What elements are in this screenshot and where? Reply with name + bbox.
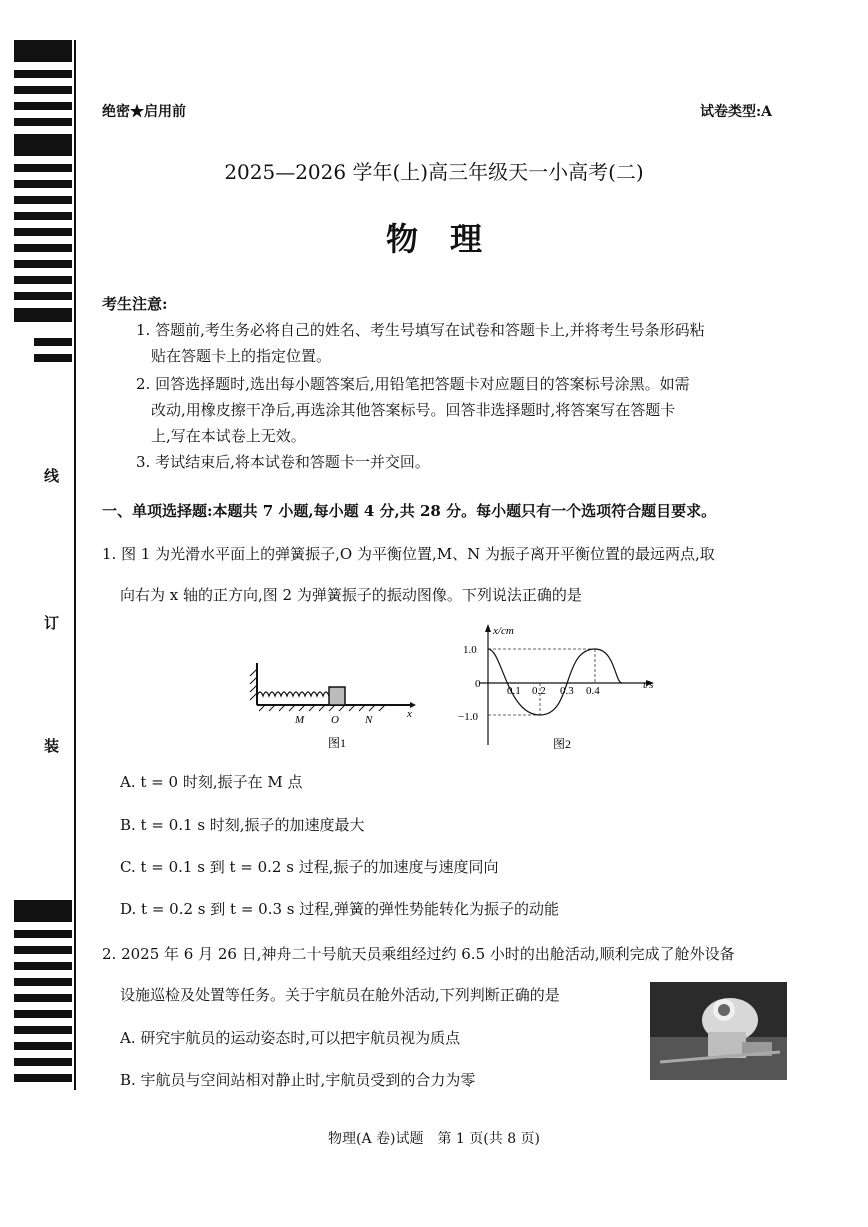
paper-type: 试卷类型:A (700, 104, 773, 120)
q2-option-a: A. 研究宇航员的运动姿态时,可以把宇航员视为质点 (120, 1029, 461, 1047)
notice-item-2-line-2: 改动,用橡皮擦干净后,再选涂其他答案标号。回答非选择题时,将答案写在答题卡 (151, 401, 676, 419)
q2-option-b: B. 宇航员与空间站相对静止时,宇航员受到的合力为零 (120, 1071, 476, 1089)
q2-stem-line-2: 设施巡检及处置等任务。关于宇航员在舱外活动,下列判断正确的是 (120, 986, 560, 1004)
binding-label-bind: 装 (44, 737, 60, 755)
fig2-ytick-1: 1.0 (463, 644, 477, 656)
exam-title: 2025—2026 学年(上)高三年级天一小高考(二) (224, 160, 644, 184)
fig2-xtick-1: 0.1 (507, 685, 521, 697)
astronaut-photo (650, 982, 787, 1080)
q1-stem-line-2: 向右为 x 轴的正方向,图 2 为弹簧振子的振动图像。下列说法正确的是 (120, 586, 582, 604)
fig1-label-o: O (331, 714, 339, 726)
q1-option-a: A. t = 0 时刻,振子在 M 点 (120, 773, 303, 791)
q1-option-d: D. t = 0.2 s 到 t = 0.3 s 过程,弹簧的弹性势能转化为振子的动能 (120, 900, 560, 918)
notice-item-3: 3. 考试结束后,将本试卷和答题卡一并交回。 (136, 453, 430, 471)
notice-item-1-line-1: 1. 答题前,考生务必将自己的姓名、考生号填写在试卷和答题卡上,并将考生号条形码粘 (136, 321, 705, 339)
fig2-axis-x: t/s (643, 679, 654, 691)
notice-item-2-line-3: 上,写在本试卷上无效。 (151, 427, 306, 445)
fig1-label-m: M (295, 714, 305, 726)
binding-label-line: 线 (44, 467, 60, 485)
fig2-axis-y: x/cm (493, 625, 514, 637)
fig2-ytick-0: 0 (475, 678, 481, 690)
section-heading: 一、单项选择题:本题共 7 小题,每小题 4 分,共 28 分。每小题只有一个选项符合题目要求。 (102, 502, 717, 520)
fig1-axis-x: x (407, 708, 412, 720)
page-footer: 物理(A 卷)试题 第 1 页(共 8 页) (327, 1131, 541, 1147)
figure-2-vibration-graph (455, 620, 670, 755)
q1-option-b: B. t = 0.1 s 时刻,振子的加速度最大 (120, 816, 365, 834)
notice-item-1-line-2: 贴在答题卡上的指定位置。 (151, 347, 332, 365)
binding-strip (14, 40, 72, 1090)
q1-stem-line-1: 1. 图 1 为光滑水平面上的弹簧振子,O 为平衡位置,M、N 为振子离开平衡位置的最远两点,取 (102, 545, 715, 563)
notice-heading: 考生注意: (102, 295, 168, 313)
confidential-mark: 绝密★启用前 (102, 104, 186, 120)
figure-1-spring-oscillator (245, 655, 425, 755)
binding-label-staple: 订 (44, 614, 60, 632)
q1-option-c: C. t = 0.1 s 到 t = 0.2 s 过程,振子的加速度与速度同向 (120, 858, 499, 876)
fig1-caption: 图1 (328, 736, 347, 750)
fig1-label-n: N (365, 714, 373, 726)
fig2-ytick-neg1: −1.0 (458, 711, 478, 723)
fig2-xtick-4: 0.4 (586, 685, 600, 697)
fig2-xtick-3: 0.3 (560, 685, 574, 697)
fig2-caption: 图2 (553, 737, 572, 751)
q2-stem-line-1: 2. 2025 年 6 月 26 日,神舟二十号航天员乘组经过约 6.5 小时的出舱活动,顺利完成了舱外设备 (102, 945, 735, 963)
fig2-xtick-2: 0.2 (532, 685, 546, 697)
subject-title: 物 理 (385, 220, 482, 258)
notice-item-2-line-1: 2. 回答选择题时,选出每小题答案后,用铅笔把答题卡对应题目的答案标号涂黑。如需 (136, 375, 690, 393)
